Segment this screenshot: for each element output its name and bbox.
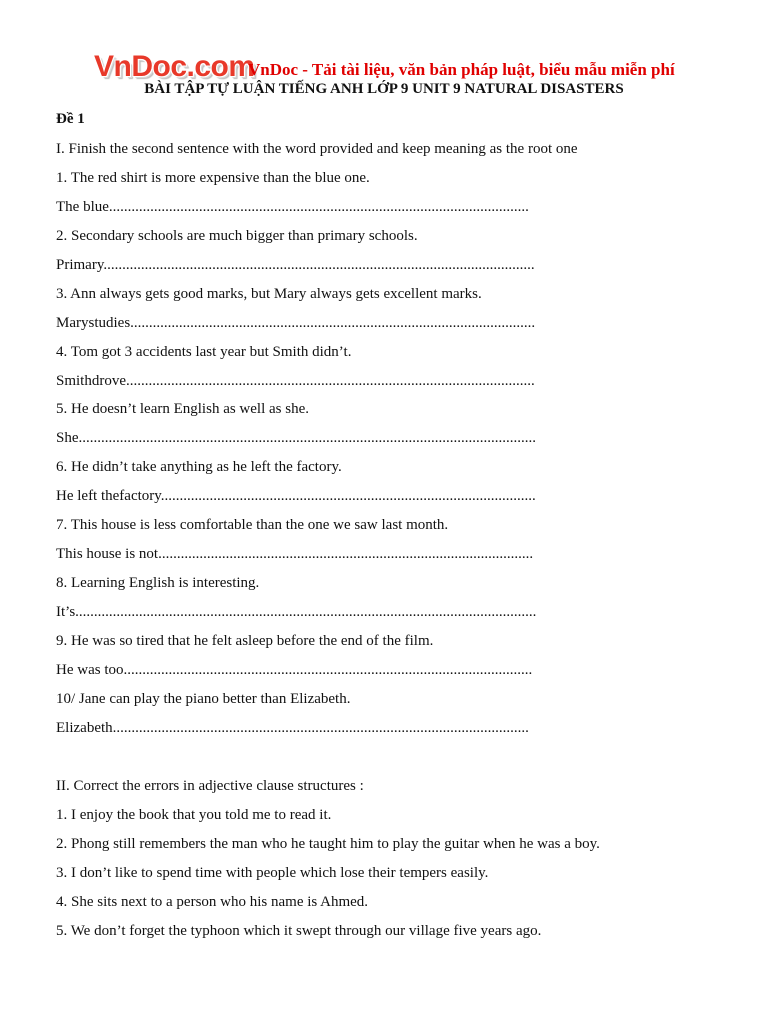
part1-question: 2. Secondary schools are much bigger than primary schools. xyxy=(56,228,418,244)
part2-item: 1. I enjoy the book that you told me to read it. xyxy=(56,807,332,823)
part1-answer-line: Smithdrove............................................................................................................. xyxy=(56,373,535,389)
vndoc-logo xyxy=(94,50,255,84)
part1-answer-line: Marystudies............................................................................................................ xyxy=(56,315,536,331)
header-tagline: VnDoc - Tải tài liệu, văn bản pháp luật, biểu mẫu miễn phí xyxy=(248,60,675,79)
part1-answer-line: He was too............................................................................................................. xyxy=(56,662,533,678)
part1-answer-line: Elizabeth............................................................................................................... xyxy=(56,720,529,736)
part1-question: 7. This house is less comfortable than the one we saw last month. xyxy=(56,517,449,533)
part2-instruction: II. Correct the errors in adjective clause structures : xyxy=(56,778,364,794)
part2-item: 3. I don’t like to spend time with people which lose their tempers easily. xyxy=(56,865,489,881)
part1-question: 10/ Jane can play the piano better than Elizabeth. xyxy=(56,691,351,707)
part1-question: 1. The red shirt is more expensive than the blue one. xyxy=(56,170,370,186)
part1-answer-line: He left thefactory.................................................................................................... xyxy=(56,488,536,504)
part1-answer-line: This house is not.................................................................................................... xyxy=(56,546,534,562)
part2-item: 2. Phong still remembers the man who he taught him to play the guitar when he was a boy. xyxy=(56,836,600,852)
logo-brand: VnDoc xyxy=(94,50,187,83)
part1-answer-line: She.......................................................................................................................... xyxy=(56,430,536,446)
part1-answer-line: It’s........................................................................................................................... xyxy=(56,604,537,620)
part1-question: 4. Tom got 3 accidents last year but Smith didn’t. xyxy=(56,344,352,360)
document-title: BÀI TẬP TỰ LUẬN TIẾNG ANH LỚP 9 UNIT 9 NATURAL DISASTERS xyxy=(144,81,624,97)
part2-item: 5. We don’t forget the typhoon which it swept through our village five years ago. xyxy=(56,923,542,939)
part1-question: 9. He was so tired that he felt asleep before the end of the film. xyxy=(56,633,434,649)
part1-question: 3. Ann always gets good marks, but Mary always gets excellent marks. xyxy=(56,286,482,302)
part2-item: 4. She sits next to a person who his name is Ahmed. xyxy=(56,894,369,910)
part1-question: 6. He didn’t take anything as he left the factory. xyxy=(56,459,342,475)
part1-instruction: I. Finish the second sentence with the word provided and keep meaning as the root one xyxy=(56,141,578,157)
part1-answer-line: The blue................................................................................................................ xyxy=(56,199,529,215)
part1-answer-line: Primary................................................................................................................... xyxy=(56,257,535,273)
logo-domain: .com xyxy=(186,50,255,83)
section-label: Đề 1 xyxy=(56,111,85,127)
part1-question: 5. He doesn’t learn English as well as she. xyxy=(56,401,310,417)
part1-question: 8. Learning English is interesting. xyxy=(56,575,260,591)
